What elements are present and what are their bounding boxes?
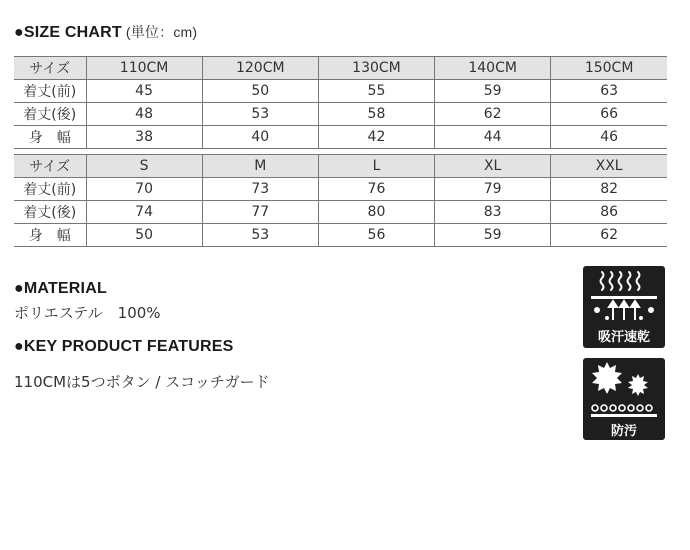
table-cell: 50: [202, 80, 318, 103]
table-cell: 86: [551, 201, 667, 224]
table-header-cell: S: [86, 155, 202, 178]
table-cell: 38: [86, 126, 202, 149]
table-cell: 44: [435, 126, 551, 149]
table-cell: 48: [86, 103, 202, 126]
table-cell: 62: [551, 224, 667, 247]
table-cell: 55: [318, 80, 434, 103]
table-header-cell: L: [318, 155, 434, 178]
table-header-cell: サイズ: [14, 155, 86, 178]
table-row: [14, 201, 667, 224]
table-header-cell: サイズ: [14, 57, 86, 80]
size-table-adult: [14, 154, 667, 247]
table-cell: 63: [551, 80, 667, 103]
table-header-cell: 140CM: [435, 57, 551, 80]
table-cell: 79: [435, 178, 551, 201]
table-header-cell: 120CM: [202, 57, 318, 80]
table-cell: 53: [202, 224, 318, 247]
size-chart-unit: (単位：cm): [125, 24, 198, 40]
badge-stain-resistant: [583, 358, 665, 440]
table-cell: 59: [435, 224, 551, 247]
table-row: [14, 178, 667, 201]
table-cell: 56: [318, 224, 434, 247]
row-label: 着丈(後): [14, 201, 86, 224]
size-table-kids: [14, 56, 667, 149]
features-heading: ●KEY PRODUCT FEATURES: [14, 338, 234, 355]
table-cell: 66: [551, 103, 667, 126]
table-row: [14, 224, 667, 247]
row-label: 身 幅: [14, 224, 86, 247]
size-chart-title: ●SIZE CHART: [14, 24, 122, 41]
table-cell: 45: [86, 80, 202, 103]
badge-moisture-wicking: [583, 266, 665, 348]
table-cell: 42: [318, 126, 434, 149]
table-header-cell: 130CM: [318, 57, 434, 80]
table-cell: 82: [551, 178, 667, 201]
table-cell: 53: [202, 103, 318, 126]
table-cell: 40: [202, 126, 318, 149]
row-label: 着丈(前): [14, 178, 86, 201]
material-heading: ●MATERIAL: [14, 280, 107, 297]
table-cell: 80: [318, 201, 434, 224]
table-header-row: [14, 57, 667, 80]
table-cell: 59: [435, 80, 551, 103]
moisture-wicking-icon: [583, 266, 665, 328]
row-label: 着丈(後): [14, 103, 86, 126]
table-row: [14, 126, 667, 149]
table-row: [14, 80, 667, 103]
table-header-cell: XL: [435, 155, 551, 178]
table-cell: 46: [551, 126, 667, 149]
row-label: 身 幅: [14, 126, 86, 149]
table-header-cell: 150CM: [551, 57, 667, 80]
size-chart-heading: [14, 22, 197, 42]
table-row: [14, 103, 667, 126]
table-header-row: [14, 155, 667, 178]
table-cell: 73: [202, 178, 318, 201]
table-cell: 83: [435, 201, 551, 224]
table-cell: 77: [202, 201, 318, 224]
table-cell: 50: [86, 224, 202, 247]
badge-label: 吸汗速乾: [597, 330, 650, 345]
table-cell: 62: [435, 103, 551, 126]
table-header-cell: M: [202, 155, 318, 178]
table-header-cell: 110CM: [86, 57, 202, 80]
table-cell: 74: [86, 201, 202, 224]
table-cell: 70: [86, 178, 202, 201]
material-text: ポリエステル 100%: [14, 304, 161, 322]
table-cell: 58: [318, 103, 434, 126]
badge-label: 防汚: [610, 424, 637, 439]
table-header-cell: XXL: [551, 155, 667, 178]
table-cell: 76: [318, 178, 434, 201]
features-text: 110CMは5つボタン / スコッチガード: [14, 373, 270, 391]
row-label: 着丈(前): [14, 80, 86, 103]
stain-resistant-icon: [583, 358, 665, 420]
